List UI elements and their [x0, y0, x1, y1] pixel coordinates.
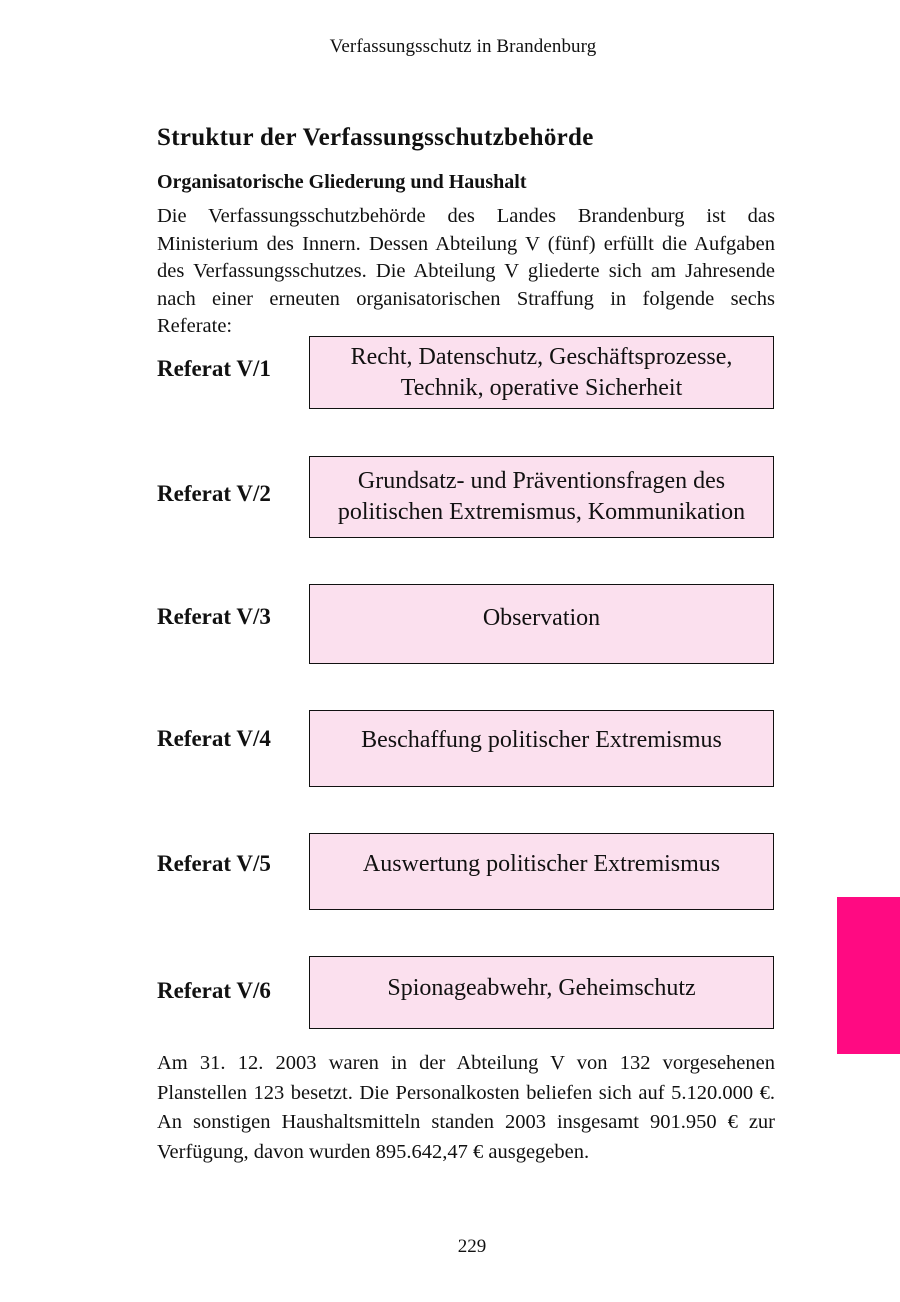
- intro-paragraph: Die Verfassungsschutzbehörde des Landes Brandenburg ist das Ministerium des Innern. Dessen Abteilung V (fünf) erfüllt die Aufgaben des Verfassungsschutzes. Die Abteilung V gliederte sich am Jahresende nach einer erneuten organisatorischen Straffung in folgende sechs Referate:: [157, 205, 775, 337]
- referat-label: Referat V/6: [157, 978, 271, 1003]
- referat-box-line: Observation: [482, 605, 601, 631]
- section-title: Struktur der Verfassungsschutzbehörde: [157, 124, 594, 151]
- referat-box-line: Auswertung politischer Extremismus: [362, 851, 721, 877]
- referat-box: [309, 956, 774, 1029]
- referat-box-line: Technik, operative Sicherheit: [400, 374, 683, 401]
- referat-box: [309, 833, 774, 910]
- referat-label: Referat V/3: [157, 604, 271, 629]
- referat-box-line: politischen Extremismus, Kommunikation: [337, 499, 746, 525]
- referat-box-line: Recht, Datenschutz, Geschäftsprozesse,: [350, 343, 733, 370]
- subsection-title: Organisatorische Gliederung und Haushalt: [157, 171, 527, 193]
- referat-label: Referat V/1: [157, 356, 271, 381]
- running-header: Verfassungsschutz in Brandenburg: [329, 36, 597, 57]
- referat-box-line: Grundsatz- und Präventionsfragen des: [357, 468, 726, 494]
- closing-paragraph: Am 31. 12. 2003 waren in der Abteilung V von 132 vorgesehenen Planstellen 123 besetzt. Die Personalkosten beliefen sich auf 5.120.000 €. An sonstigen Haushaltsmitteln standen 2003 insgesamt 901.950 € zur Verfügung, davon wurden 895.642,47 € ausgegeben.: [157, 1052, 775, 1163]
- referat-box: [309, 710, 774, 787]
- referat-box: [309, 456, 774, 538]
- chapter-tab-marker: [837, 897, 900, 1054]
- referat-label: Referat V/4: [157, 726, 271, 751]
- referat-box: [309, 336, 774, 409]
- referat-label: Referat V/2: [157, 481, 271, 506]
- page-number: 229: [457, 1236, 487, 1257]
- referat-box-line: Beschaffung politischer Extremismus: [361, 727, 722, 753]
- referat-box: [309, 584, 774, 664]
- referat-box-line: Spionageabwehr, Geheimschutz: [387, 975, 696, 1001]
- referat-label: Referat V/5: [157, 851, 271, 876]
